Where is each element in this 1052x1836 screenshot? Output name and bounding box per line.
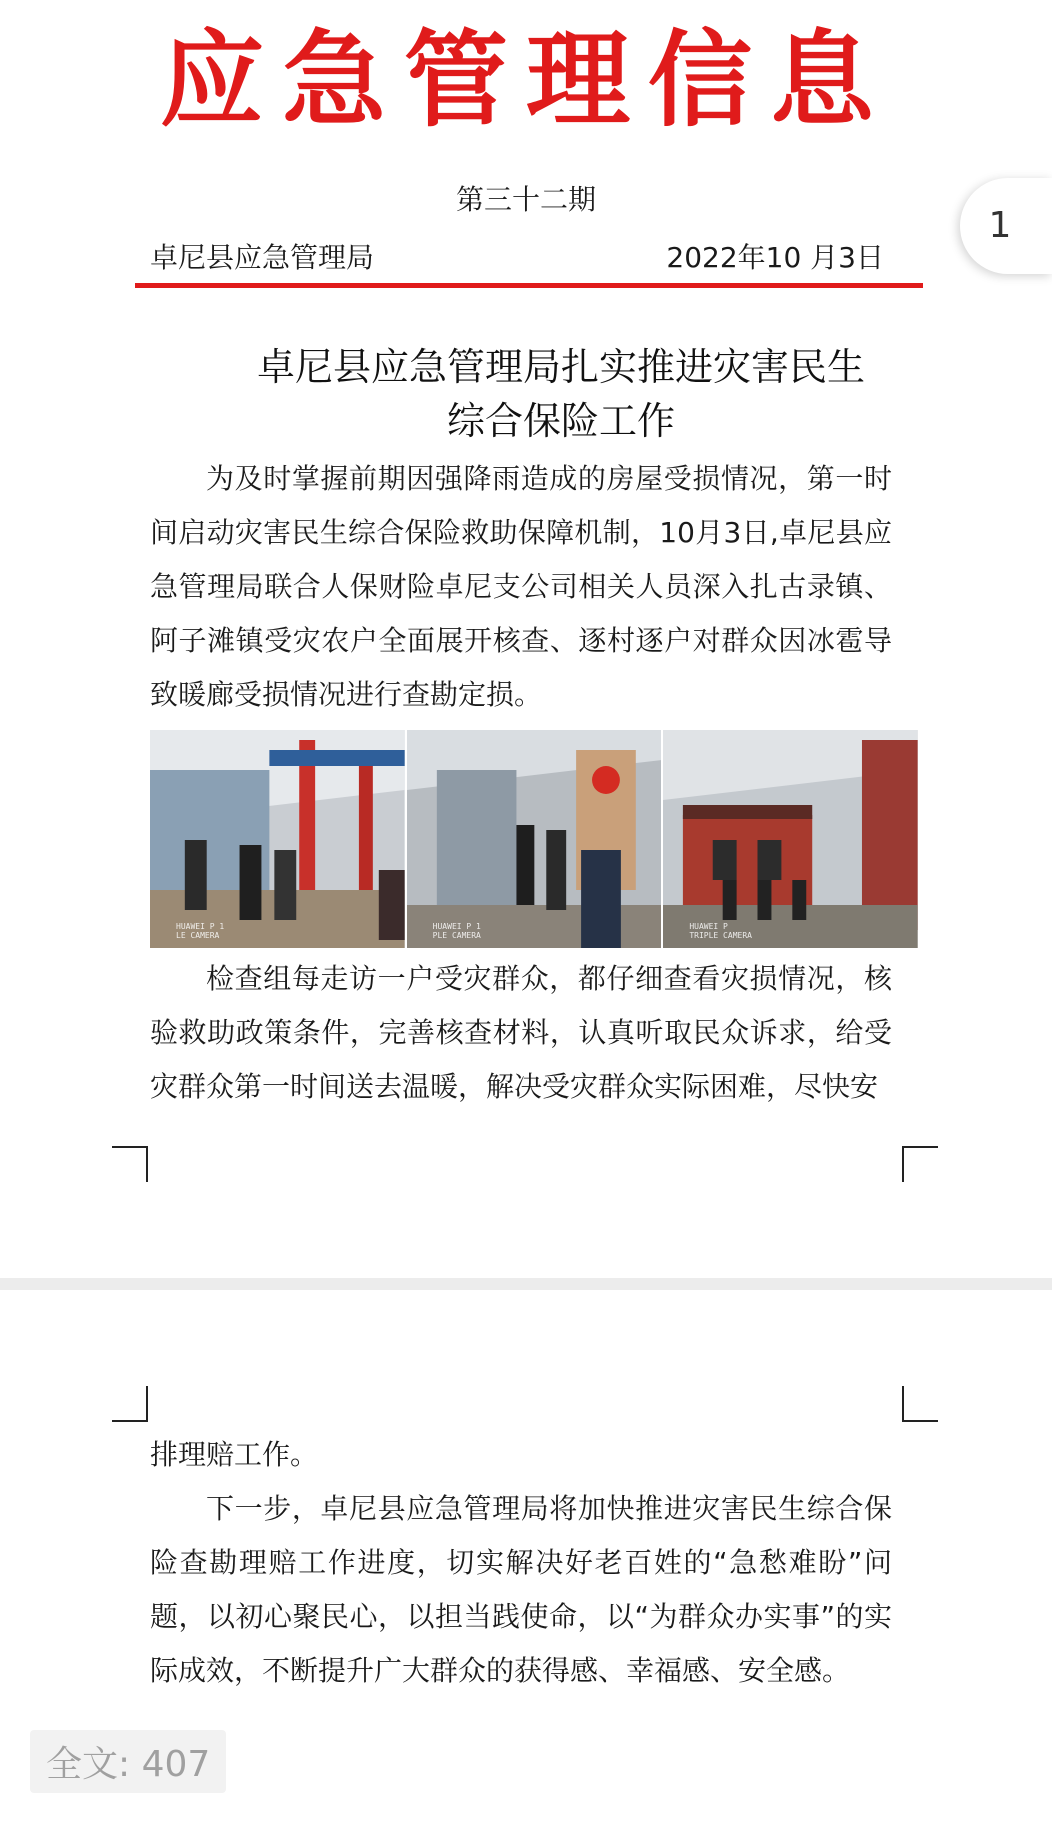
article-title	[150, 340, 892, 448]
issue-number: 第三十二期	[455, 183, 596, 216]
masthead-title: 应急管理信息	[159, 18, 892, 141]
word-count-badge: 全文: 407	[30, 1730, 226, 1793]
crop-mark-bottom-left	[112, 1146, 148, 1182]
paragraph-1: 为及时掌握前期因强降雨造成的房屋受损情况，第一时间启动灾害民生综合保险救助保障机制，10月3日,卓尼县应急管理局联合人保财险卓尼支公司相关人员深入扎古录镇、阿子滩镇受灾农户全面展开核查、逐村逐户对群众因冰雹导致暖廊受损情况进行查勘定损。	[150, 462, 892, 711]
photo-2	[407, 730, 664, 948]
photo-strip	[150, 730, 918, 948]
page-number-indicator[interactable]: 1	[960, 178, 1052, 274]
crop-mark-bottom-right	[902, 1146, 938, 1182]
paragraph-2: 检查组每走访一户受灾群众，都仔细查看灾损情况，核验救助政策条件，完善核查材料，认真听取民众诉求，给受灾群众第一时间送去温暖，解决受灾群众实际困难，尽快安	[150, 962, 892, 1103]
photo-1-watermark: HUAWEI P 1 LE CAMERA	[176, 922, 225, 940]
article-title-line-2: 综合保险工作	[446, 399, 675, 443]
article-title-line-1: 卓尼县应急管理局扎实推进灾害民生	[256, 345, 865, 389]
crop-mark-top-right	[902, 1386, 938, 1422]
photo-2-watermark: HUAWEI P 1 PLE CAMERA	[432, 922, 481, 940]
agency-name: 卓尼县应急管理局	[150, 241, 375, 274]
paragraph-3: 排理赔工作。	[150, 1438, 319, 1471]
photo-3-watermark: HUAWEI P TRIPLE CAMERA	[689, 922, 752, 940]
paragraph-4: 下一步，卓尼县应急管理局将加快推进灾害民生综合保险查勘理赔工作进度，切实解决好老百姓的“急愁难盼”问题，以初心聚民心，以担当践使命，以“为群众办实事”的实际成效，不断提升广大群众的获得感、幸福感、安全感。	[150, 1492, 892, 1687]
publication-date: 2022年10 月3日	[666, 241, 884, 274]
photo-3	[663, 730, 918, 948]
page-separator	[0, 1278, 1052, 1290]
document-page-2	[0, 1290, 1052, 1836]
crop-mark-top-left	[112, 1386, 148, 1422]
header-divider	[135, 283, 923, 288]
photo-1	[150, 730, 407, 948]
